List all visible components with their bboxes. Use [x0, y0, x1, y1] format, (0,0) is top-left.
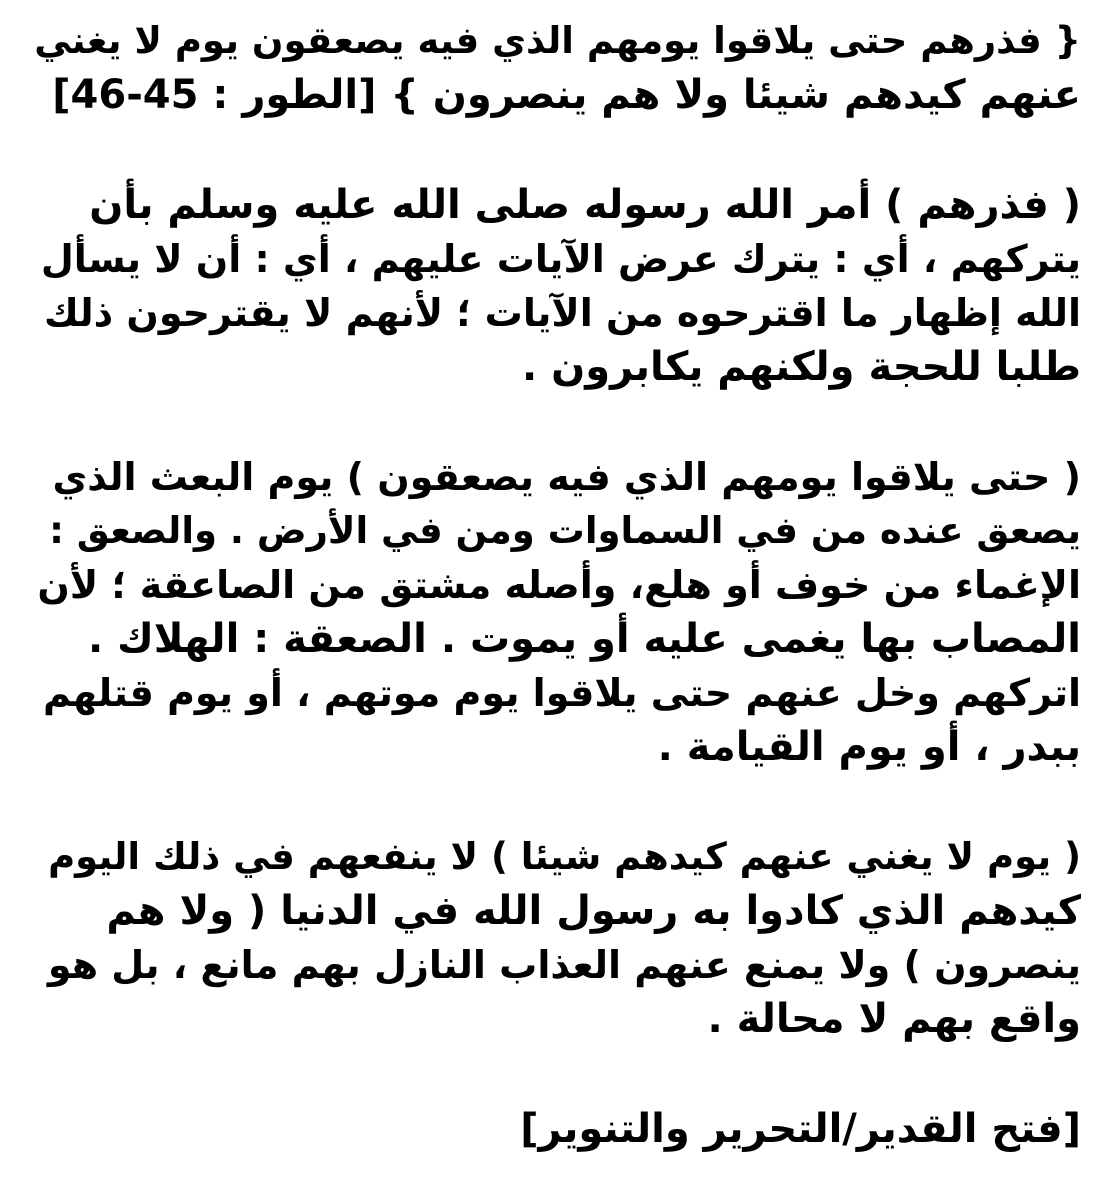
source-citation — [28, 1102, 1081, 1156]
paragraph-gap — [28, 122, 1081, 178]
text-line: عنهم كيدهم شيئا ولا هم ينصرون } [الطور : 45-46] — [52, 72, 1081, 118]
commentary-paragraph-1 — [28, 178, 1081, 394]
text-line: المصاب بها يغمى عليه أو يموت . الصعقة : الهلاك . — [87, 616, 1081, 662]
text-line: ( يوم لا يغني عنهم كيدهم شيئا ) لا ينفعهم في ذلك اليوم — [48, 835, 1081, 878]
text-line: ببدر ، أو يوم القيامة . — [657, 724, 1081, 770]
text-line: ( حتى يلاقوا يومهم الذي فيه يصعقون ) يوم البعث الذي — [52, 455, 1081, 499]
text-line: كيدهم الذي كادوا به رسول الله في الدنيا ( ولا هم — [106, 888, 1081, 934]
text-line: الله إظهار ما اقترحوه من الآيات ؛ لأنهم لا يقترحون ذلك — [44, 291, 1081, 335]
text-line: { فذرهم حتى يلاقوا يومهم الذي فيه يصعقون يوم لا يغني — [34, 19, 1081, 62]
text-line: ينصرون ) ولا يمنع عنهم العذاب النازل بهم مانع ، بل هو — [47, 943, 1081, 987]
text-line: يتركهم ، أي : يترك عرض الآيات عليهم ، أي : أن لا يسأل — [40, 237, 1081, 281]
paragraph-gap — [28, 1046, 1081, 1102]
verse-paragraph — [28, 14, 1081, 122]
text-line: واقع بهم لا محالة . — [707, 996, 1081, 1042]
commentary-paragraph-2 — [28, 450, 1081, 774]
text-line: [فتح القدير/التحرير والتنوير] — [520, 1106, 1081, 1152]
paragraph-gap — [28, 774, 1081, 830]
commentary-paragraph-3 — [28, 830, 1081, 1046]
text-line: اتركهم وخل عنهم حتى يلاقوا يوم موتهم ، أو يوم قتلهم — [43, 671, 1081, 715]
text-line: طلبا للحجة ولكنهم يكابرون . — [522, 344, 1081, 390]
text-line: ( فذرهم ) أمر الله رسوله صلى الله عليه وسلم بأن — [89, 182, 1081, 228]
text-line: الإغماء من خوف أو هلع، وأصله مشتق من الصاعقة ؛ لأن — [37, 563, 1081, 607]
text-line: يصعق عنده من في السماوات ومن في الأرض . والصعق : — [49, 509, 1081, 552]
paragraph-gap — [28, 394, 1081, 450]
